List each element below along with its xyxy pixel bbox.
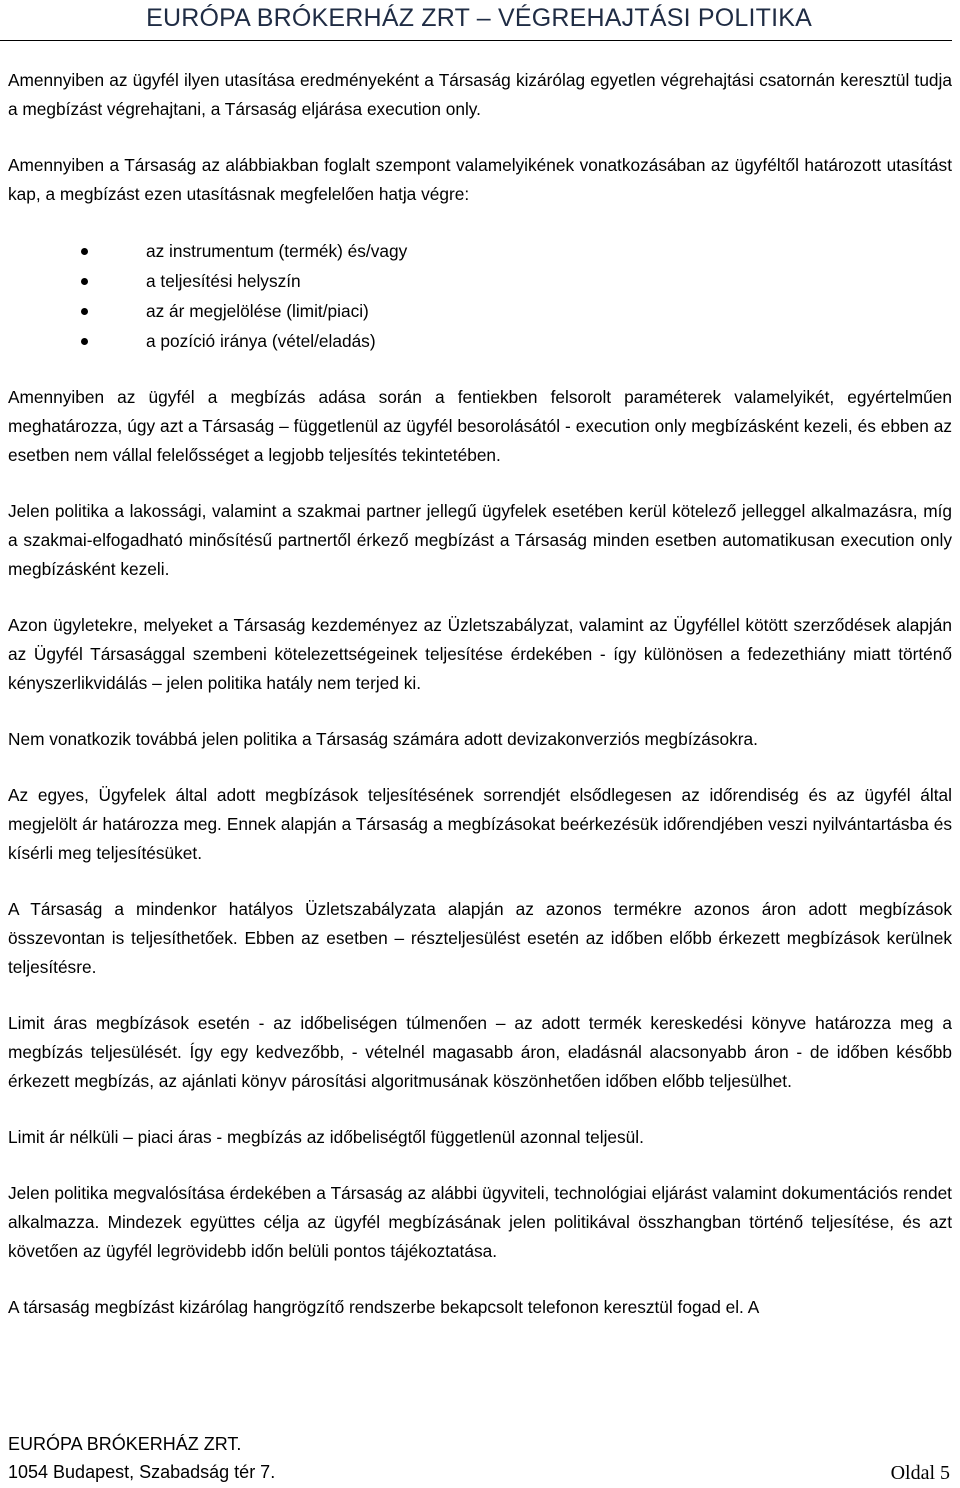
paragraph: Limit áras megbízások esetén - az időbeliségen túlmenően – az adott termék kereskedési könyve határozza meg a megbízás teljesülését. Így egy kedvezőbb, - vételnél magasabb áron, eladásnál alacsonyabb áron - de időben később érkezett megbízás, az ajánlati könyv párosítási algoritmusának köszönhetően időben előbb teljesülhet.: [8, 1013, 952, 1091]
paragraph: Nem vonatkozik továbbá jelen politika a Társaság számára adott devizakonverziós megbízásokra.: [8, 729, 758, 749]
list-item: [8, 236, 952, 266]
paragraph: Azon ügyletekre, melyeket a Társaság kezdeményez az Üzletszabályzat, valamint az Ügyféllel kötött szerződések alapján az Ügyfél Társasággal szembeni kötelezettségeinek teljesítése érdekében - így különösen a fedezethiány miatt történő kényszerlikvidálás – jelen politika hatály nem terjed ki.: [8, 615, 952, 693]
bullet-icon: [81, 308, 88, 315]
list-item: [8, 326, 952, 356]
paragraph: Jelen politika a lakossági, valamint a szakmai partner jellegű ügyfelek esetében kerül kötelező jelleggel alkalmazásra, míg a szakmai-elfogadható minősítésű partnertől érkező megbízást a Társaság minden esetben automatikusan execution only megbízásként kezeli.: [8, 501, 952, 579]
page-number: Oldal 5: [890, 1462, 950, 1484]
paragraph: Limit ár nélküli – piaci áras - megbízás az időbeliségtől függetlenül azonnal teljesül.: [8, 1127, 644, 1147]
paragraph: Amennyiben a Társaság az alábbiakban foglalt szempont valamelyikének vonatkozásában az ügyféltől határozott utasítást kap, a megbízást ezen utasításnak megfelelően hatja végre:: [8, 155, 952, 204]
paragraph: Amennyiben az ügyfél a megbízás adása során a fentiekben felsorolt paraméterek valamelyikét, egyértelműen meghatározza, úgy azt a Társaság – függetlenül az ügyfél besorolásától - execution only megbízásként kezeli, és ebben az esetben nem vállal felelősséget a legjobb teljesítés tekintetében.: [8, 387, 952, 465]
paragraph: Jelen politika megvalósítása érdekében a Társaság az alábbi ügyviteli, technológiai eljárást valamint dokumentációs rendet alkalmazza. Mindezek együttes célja az ügyfél megbízásának jelen politikával összhangban történő teljesítése, és azt követően az ügyfél legrövidebb időn belüli pontos tájékoztatása.: [8, 1183, 952, 1261]
list-item-text: a pozíció iránya (vétel/eladás): [146, 331, 376, 351]
footer-company: EURÓPA BRÓKERHÁZ ZRT.: [8, 1434, 242, 1454]
bullet-icon: [81, 278, 88, 285]
bullet-icon: [81, 248, 88, 255]
page-header: [0, 0, 952, 41]
list-item-text: a teljesítési helyszín: [146, 271, 301, 291]
paragraph: A társaság megbízást kizárólag hangrögzítő rendszerbe bekapcsolt telefonon keresztül fogad el. A: [8, 1297, 760, 1317]
footer-address: 1054 Budapest, Szabadság tér 7.: [8, 1462, 276, 1482]
paragraph: Amennyiben az ügyfél ilyen utasítása eredményeként a Társaság kizárólag egyetlen végrehajtási csatornán keresztül tudja a megbízást végrehajtani, a Társaság eljárása execution only.: [8, 70, 952, 119]
bullet-icon: [81, 338, 88, 345]
list-item: [8, 266, 952, 296]
paragraph: A Társaság a mindenkor hatályos Üzletszabályzata alapján az azonos termékre azonos áron adott megbízások összevontan is teljesíthetőek. Ebben az esetben – részteljesülést esetén az időben előbb érkezett megbízások kerülnek teljesítésre.: [8, 899, 952, 977]
list-item-text: az instrumentum (termék) és/vagy: [146, 241, 408, 261]
criteria-list: [8, 236, 952, 356]
list-item-text: az ár megjelölése (limit/piaci): [146, 301, 369, 321]
document-body: [8, 66, 952, 1349]
page-footer: [8, 1428, 952, 1488]
header-title: EURÓPA BRÓKERHÁZ ZRT – VÉGREHAJTÁSI POLITIKA: [146, 4, 812, 32]
list-item: [8, 296, 952, 326]
paragraph: Az egyes, Ügyfelek által adott megbízások teljesítésének sorrendjét elsődlegesen az időrendiség és az ügyfél által megjelölt ár határozza meg. Ennek alapján a Társaság a megbízásokat beérkezésük időrendjében veszi nyilvántartásba és kísérli meg teljesítésüket.: [8, 785, 952, 863]
